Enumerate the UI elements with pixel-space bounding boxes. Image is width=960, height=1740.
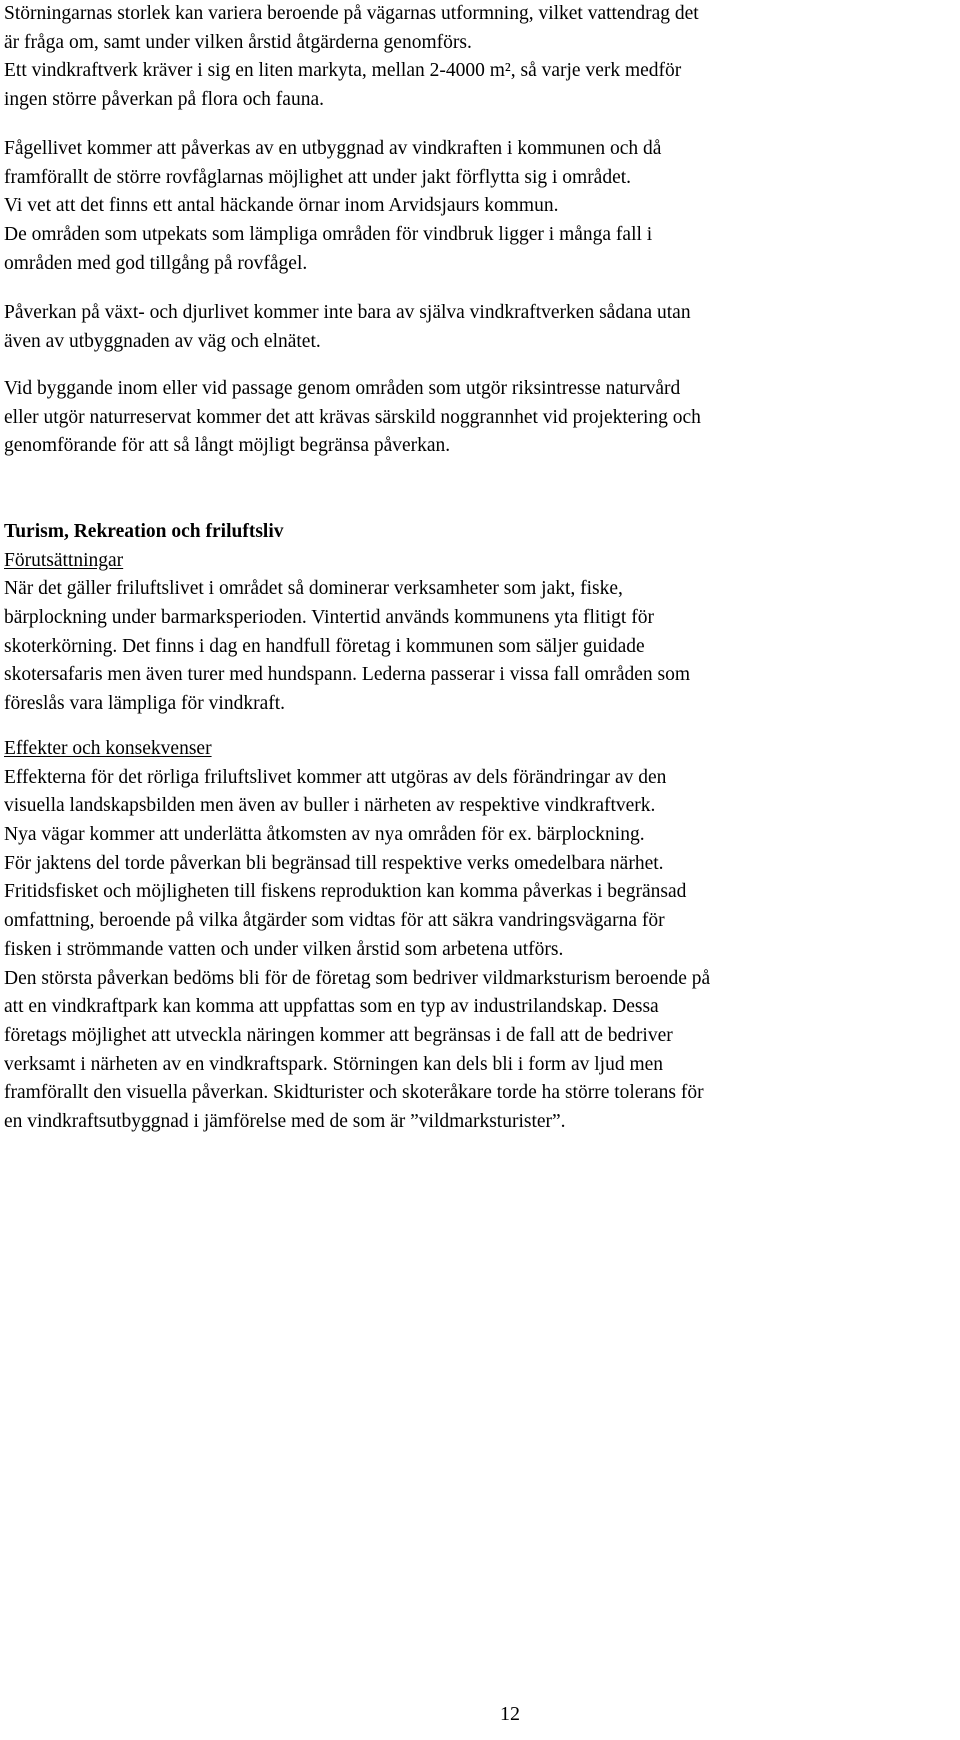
text-line: fisken i strömmande vatten och under vilken årstid som arbetena utförs.: [4, 938, 564, 960]
subsection-heading: Effekter och konsekvenser: [4, 738, 212, 759]
text-line: ingen större påverkan på flora och fauna.: [4, 89, 324, 111]
text-line: För jaktens del torde påverkan bli begränsad till respektive verks omedelbara närhet.: [4, 852, 664, 874]
text-line: föreslås vara lämpliga för vindkraft.: [4, 693, 286, 715]
paragraph-disturbance-size: [4, 0, 960, 115]
paragraph-plant-animal-life: [4, 299, 960, 356]
text-line: När det gäller friluftslivet i området så dominerar verksamheter som jakt, fiske,: [4, 578, 623, 600]
text-line: Nya vägar kommer att underlätta åtkomsten av nya områden för ex. bärplockning.: [4, 824, 645, 846]
text-line: är fråga om, samt under vilken årstid åtgärderna genomförs.: [4, 31, 472, 53]
text-line: en vindkraftsutbyggnad i jämförelse med de som är ”vildmarksturister”.: [4, 1110, 566, 1132]
paragraph-bird-life: [4, 135, 960, 278]
text-line: företags möjlighet att utveckla näringen kommer att begränsas i de fall att de bedriver: [4, 1024, 673, 1046]
text-line: bärplockning under barmarksperioden. Vintertid används kommunens yta flitigt för: [4, 607, 654, 629]
text-line: Störningarnas storlek kan variera beroende på vägarnas utformning, vilket vattendrag det: [4, 3, 699, 24]
text-line: Effekterna för det rörliga friluftslivet kommer att utgöras av dels förändringar av den: [4, 766, 667, 788]
text-line: omfattning, beroende på vilka åtgärder som vidtas för att säkra vandringsvägarna för: [4, 910, 665, 932]
text-line: Påverkan på växt- och djurlivet kommer inte bara av själva vindkraftverken sådana utan: [4, 302, 691, 323]
text-line: även av utbyggnaden av väg och elnätet.: [4, 330, 321, 352]
paragraph-nature-reserve: [4, 375, 960, 461]
text-line: Ett vindkraftverk kräver i sig en liten markyta, mellan 2-4000 m², så varje verk medför: [4, 60, 682, 82]
text-line: områden med god tillgång på rovfågel.: [4, 252, 308, 274]
text-line: att en vindkraftpark kan komma att uppfattas som en typ av industrilandskap. Dessa: [4, 996, 659, 1018]
text-line: De områden som utpekats som lämpliga områden för vindbruk ligger i många fall i: [4, 224, 653, 246]
text-line: genomförande för att så långt möjligt begränsa påverkan.: [4, 435, 451, 457]
text-line: verksamt i närheten av en vindkraftspark. Störningen kan dels bli i form av ljud men: [4, 1053, 664, 1075]
section-heading: Turism, Rekreation och friluftsliv: [4, 521, 284, 542]
text-line: Fritidsfisket och möjligheten till fiskens reproduktion kan komma påverkas i begränsad: [4, 881, 687, 903]
page-number-container: [0, 1702, 960, 1726]
subsection-heading: Förutsättningar: [4, 549, 124, 571]
text-line: framförallt de större rovfåglarnas möjlighet att under jakt förflytta sig i området.: [4, 166, 632, 188]
text-line: skoterkörning. Det finns i dag en handfull företag i kommunen som säljer guidade: [4, 635, 645, 657]
text-line: skotersafaris men även turer med hundspann. Lederna passerar i vissa fall områden som: [4, 664, 691, 686]
text-line: Vi vet att det finns ett antal häckande örnar inom Arvidsjaurs kommun.: [4, 195, 559, 217]
text-line: Vid byggande inom eller vid passage genom områden som utgör riksintresse naturvård: [4, 378, 681, 399]
section-effects: [4, 735, 960, 1137]
text-line: framförallt den visuella påverkan. Skidturister och skoteråkare torde ha större tolerans för: [4, 1082, 704, 1104]
section-tourism: [4, 518, 960, 719]
text-line: eller utgör naturreservat kommer det att krävas särskild noggrannhet vid projektering och: [4, 406, 701, 428]
text-line: visuella landskapsbilden men även av buller i närheten av respektive vindkraftverk.: [4, 795, 656, 817]
page-number: 12: [500, 1703, 520, 1725]
text-line: Fågellivet kommer att påverkas av en utbyggnad av vindkraften i kommunen och då: [4, 138, 662, 159]
text-line: Den största påverkan bedöms bli för de företag som bedriver vildmarksturism beroende på: [4, 967, 711, 989]
